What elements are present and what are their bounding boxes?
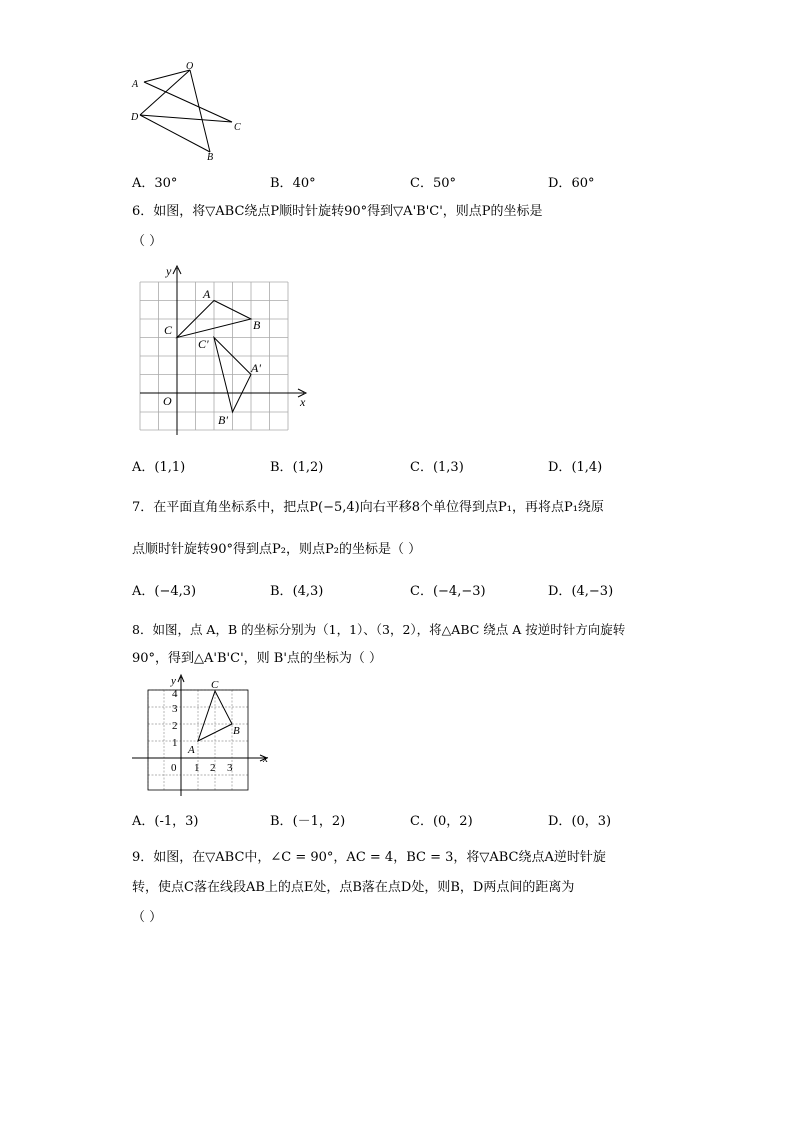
q8-stem-line1: 8．如图，点 A，B 的坐标分别为（1，1）、（3，2），将△ABC 绕点 A 按逆时针方向旋转 bbox=[132, 622, 626, 637]
q6-option-d[interactable]: D．(1,4) bbox=[548, 460, 603, 475]
q5-option-d[interactable]: D．60° bbox=[548, 176, 595, 191]
q8-label-a: A bbox=[188, 744, 195, 756]
q9-stem-line2: 转，使点C落在线段AB上的点E处，点B落在点D处，则B，D两点间的距离为 bbox=[132, 880, 575, 895]
q8-option-d[interactable]: D．(0，3) bbox=[548, 814, 612, 829]
q6-option-a[interactable]: A．(1,1) bbox=[132, 460, 186, 475]
q8-tick-y3: 3 bbox=[172, 703, 178, 715]
q6-label-a: A bbox=[203, 287, 211, 301]
q7-option-c[interactable]: C．(−4,−3) bbox=[410, 584, 486, 599]
q9-paren: （ ） bbox=[132, 910, 163, 925]
q6-label-o: O bbox=[163, 394, 172, 408]
q5-figure bbox=[128, 60, 248, 165]
q9-stem-line1: 9．如图，在▽ABC中，∠C = 90°，AC = 4，BC = 3，将▽ABC绕点A逆时针旋 bbox=[132, 850, 606, 865]
q7-stem-line1: 7．在平面直角坐标系中，把点P(−5,4)向右平移8个单位得到点P₁，再将点P₁绕原 bbox=[132, 500, 604, 515]
q5-label-c: C bbox=[234, 122, 241, 133]
q5-option-a[interactable]: A．30° bbox=[132, 176, 178, 191]
q8-label-c: C bbox=[211, 679, 219, 691]
q6-label-x: x bbox=[300, 395, 306, 409]
q6-label-y: y bbox=[166, 264, 172, 278]
q5-label-b: B bbox=[207, 152, 214, 163]
q6-label-c-prime: C' bbox=[198, 337, 209, 351]
q6-figure bbox=[132, 260, 312, 435]
q8-tick-y4: 4 bbox=[172, 688, 178, 700]
q8-option-c[interactable]: C．(0，2) bbox=[410, 814, 473, 829]
q8-tick-x1: 1 bbox=[194, 762, 200, 774]
q6-label-b: B bbox=[253, 318, 261, 332]
q8-figure bbox=[130, 672, 275, 797]
q8-stem-line2: 90°，得到△A'B'C'，则 B'点的坐标为（ ） bbox=[132, 651, 383, 666]
q7-option-d[interactable]: D．(4,−3) bbox=[548, 584, 614, 599]
q7-option-b[interactable]: B．(4,3) bbox=[270, 584, 324, 599]
q8-tick-y2: 2 bbox=[172, 720, 178, 732]
q8-label-x: x bbox=[263, 753, 268, 765]
q8-option-b[interactable]: B．(－1，2) bbox=[270, 814, 346, 829]
q8-label-y: y bbox=[171, 675, 176, 687]
q6-label-c: C bbox=[164, 323, 173, 337]
q7-stem-line2: 点顺时针旋转90°得到点P₂，则点P₂的坐标是（ ） bbox=[132, 542, 422, 557]
q8-tick-y1: 1 bbox=[172, 737, 178, 749]
q6-label-a-prime: A' bbox=[251, 361, 261, 375]
q6-paren: （ ） bbox=[132, 234, 163, 249]
q5-label-o: O bbox=[186, 61, 194, 72]
q8-tick-x2: 2 bbox=[210, 762, 216, 774]
q6-option-b[interactable]: B．(1,2) bbox=[270, 460, 324, 475]
q5-label-a: A bbox=[132, 79, 139, 90]
q8-tick-x3: 3 bbox=[227, 762, 233, 774]
q6-stem: 6．如图，将▽ABC绕点P顺时针旋转90°得到▽A'B'C'，则点P的坐标是 bbox=[132, 204, 543, 219]
q6-option-c[interactable]: C．(1,3) bbox=[410, 460, 464, 475]
q5-option-c[interactable]: C．50° bbox=[410, 176, 456, 191]
q6-label-b-prime: B' bbox=[218, 413, 228, 427]
q8-option-a[interactable]: A．(-1，3) bbox=[132, 814, 199, 829]
q5-label-d: D bbox=[131, 112, 139, 123]
q5-option-b[interactable]: B．40° bbox=[270, 176, 316, 191]
q8-label-b: B bbox=[233, 725, 240, 737]
q7-option-a[interactable]: A．(−4,3) bbox=[132, 584, 197, 599]
q8-label-origin: 0 bbox=[171, 762, 177, 774]
